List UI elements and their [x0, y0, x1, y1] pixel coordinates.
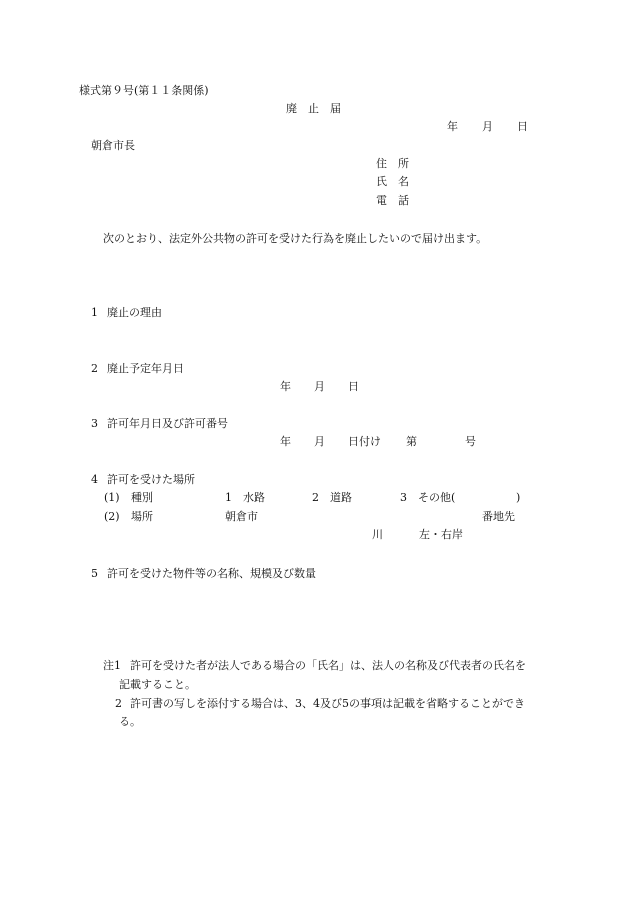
item-5-number: 5	[91, 567, 98, 580]
note-2-line-2: る。	[119, 715, 141, 728]
note-2-line-1: 許可書の写しを添付する場合は、3、4及び5の事項は記載を省略することができ	[130, 697, 525, 710]
item-3-dai: 第	[406, 435, 417, 448]
location-banchi: 番地先	[482, 510, 515, 523]
item-2-number: 2	[91, 362, 98, 375]
item-4-1-number: (1)	[104, 491, 120, 504]
note-2-prefix: 2	[115, 697, 122, 710]
type-option-other-close: )	[516, 491, 521, 504]
item-4-1-label: 種別	[131, 491, 153, 504]
item-4-2-number: (2)	[104, 510, 120, 523]
item-3-day-suffix: 日付け	[348, 435, 381, 448]
item-3-month: 月	[314, 435, 325, 448]
note-1-line-2: 記載すること。	[119, 678, 196, 691]
location-river: 川	[372, 528, 383, 541]
item-3-gou: 号	[465, 435, 476, 448]
addressee: 朝倉市長	[91, 139, 135, 152]
item-1-label: 廃止の理由	[107, 306, 162, 319]
item-3-year: 年	[280, 435, 291, 448]
item-4-2-label: 場所	[131, 510, 153, 523]
item-4-label: 許可を受けた場所	[107, 473, 195, 486]
item-3-label: 許可年月日及び許可番号	[107, 417, 228, 430]
name-label: 氏 名	[376, 175, 409, 188]
date-month-label: 月	[482, 120, 493, 133]
location-bank: 左・右岸	[419, 528, 463, 541]
type-option-road: 2 道路	[312, 491, 352, 504]
note-1-prefix: 注1	[103, 659, 121, 672]
intro-text: 次のとおり、法定外公共物の許可を受けた行為を廃止したいので届け出ます。	[103, 232, 488, 245]
date-year-label: 年	[447, 120, 458, 133]
note-1-line-1: 許可を受けた者が法人である場合の「氏名」は、法人の名称及び代表者の氏名を	[130, 659, 526, 672]
address-label: 住 所	[376, 157, 409, 170]
item-2-month: 月	[314, 380, 325, 393]
type-option-other: 3 その他(	[400, 491, 456, 504]
item-2-year: 年	[280, 380, 291, 393]
item-4-number: 4	[91, 473, 98, 486]
item-5-label: 許可を受けた物件等の名称、規模及び数量	[107, 567, 316, 580]
type-option-waterway: 1 水路	[225, 491, 265, 504]
location-city: 朝倉市	[225, 510, 258, 523]
form-number: 様式第９号(第１１条関係)	[79, 84, 209, 97]
item-3-number: 3	[91, 417, 98, 430]
page-title: 廃 止 届	[286, 102, 341, 115]
phone-label: 電 話	[376, 194, 409, 207]
item-2-day: 日	[348, 380, 359, 393]
date-day-label: 日	[517, 120, 528, 133]
item-1-number: 1	[91, 306, 98, 319]
item-2-label: 廃止予定年月日	[107, 362, 184, 375]
